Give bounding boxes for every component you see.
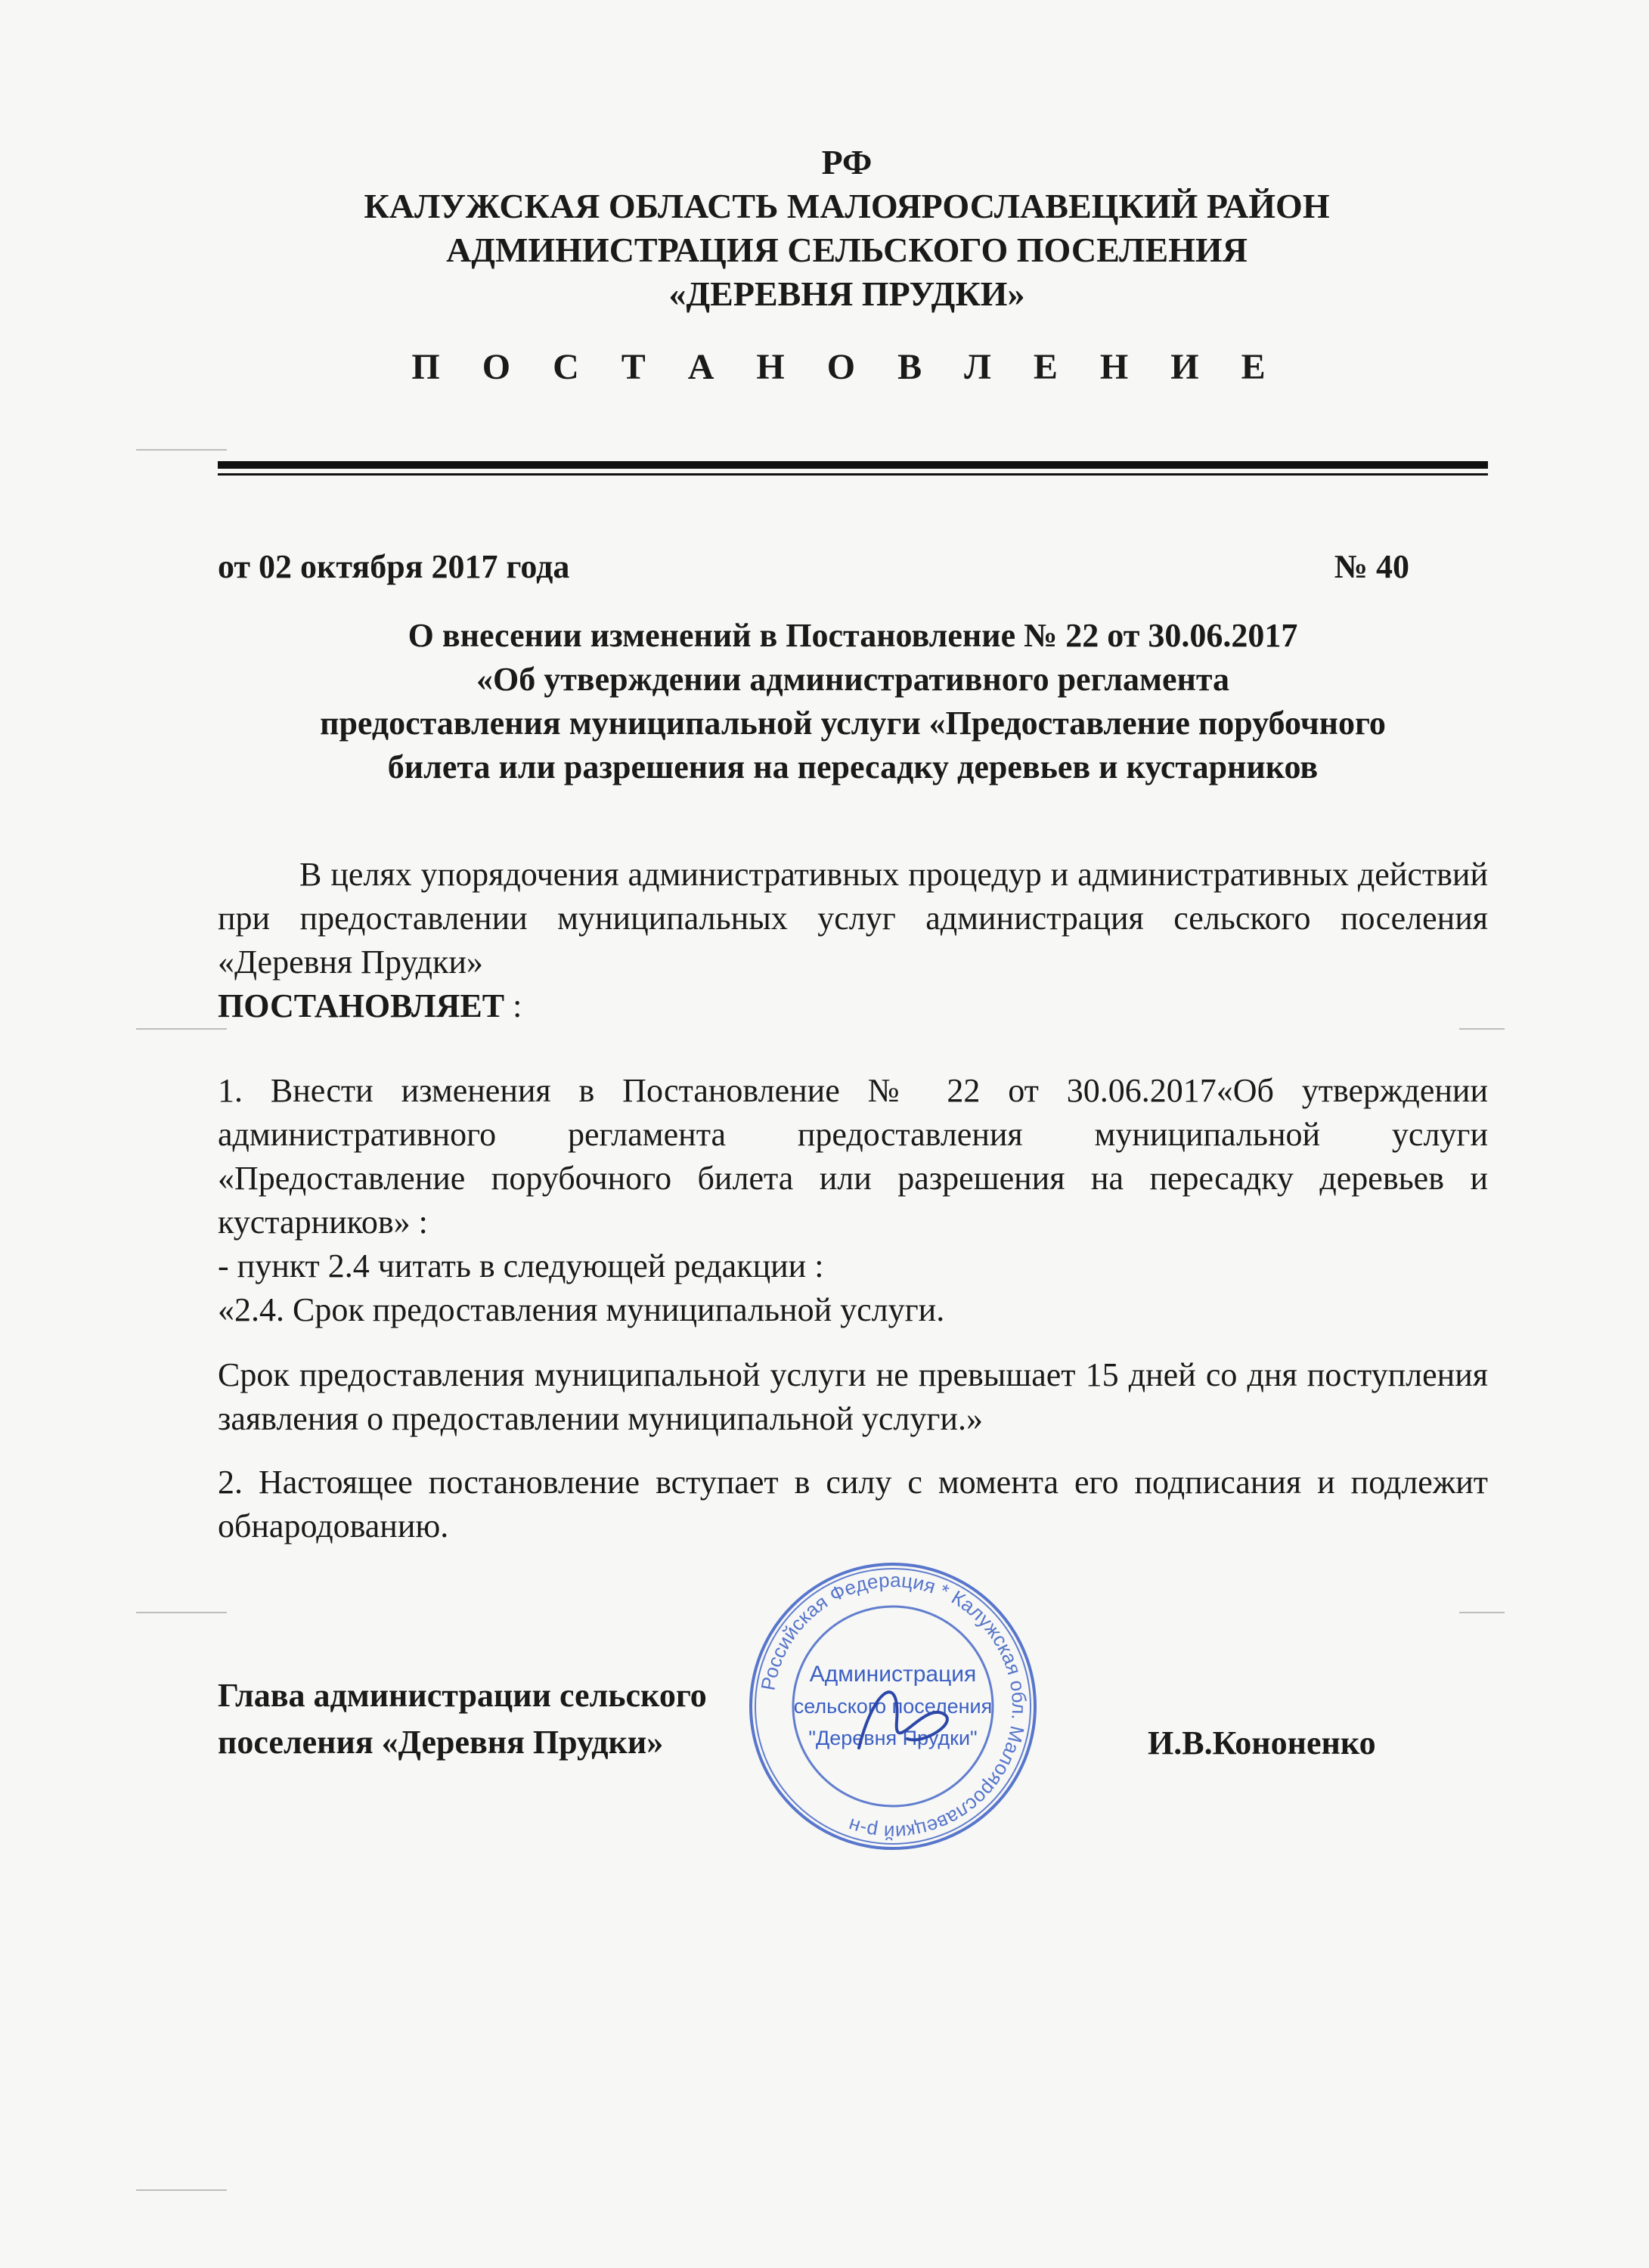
header-country: РФ [821, 143, 873, 181]
item-1-sub: - пункт 2.4 читать в следующей редакции : [218, 1247, 824, 1284]
scan-artifact [1459, 1028, 1505, 1030]
stamp-center-line-2: сельского поселения [793, 1695, 993, 1718]
document-number: № 40 [1334, 548, 1409, 585]
header-divider-thin [218, 473, 1488, 476]
official-seal-stamp [745, 1559, 1040, 1854]
signatory-title [218, 1672, 707, 1766]
item-2-text: 2. Настоящее постановление вступает в силу с момента его подписания и подлежит обнародованию. [218, 1464, 1488, 1545]
header-divider-thick [218, 461, 1488, 469]
preamble-text: В целях упорядочения административных процедур и административных действий при предоставлении муниципальных услуг администрация сельского поселения «Деревня Прудки» [218, 856, 1488, 981]
header-settlement: «ДЕРЕВНЯ ПРУДКИ» [668, 274, 1025, 313]
document-type-title: П О С Т А Н О В Л Е Н И Е [411, 347, 1282, 387]
signatory-title-line-2: поселения «Деревня Прудки» [218, 1724, 664, 1761]
document-date: от 02 октября 2017 года [218, 548, 570, 585]
scan-artifact [136, 449, 227, 451]
scan-artifact [136, 2189, 227, 2191]
clause-text: Срок предоставления муниципальной услуги не превышает 15 дней со дня поступления заявления о предоставлении муниципальной услуги.» [218, 1356, 1488, 1437]
stamp-center-line-1: Администрация [809, 1662, 977, 1687]
document-header [181, 141, 1512, 316]
subject-line-2: «Об утверждении административного регламента [476, 661, 1230, 698]
item-2-block [218, 1461, 1488, 1548]
item-1-text: 1. Внести изменения в Постановление № 22 от 30.06.2017«Об утверждении административного регламента предоставления муниципальной услуги «Предоставление порубочного билета или разрешения на пересадку деревьев и кустарников» : [218, 1072, 1488, 1241]
signatory-title-line-1: Глава администрации сельского [218, 1677, 707, 1714]
resolves-line [218, 984, 1488, 1028]
signatory-name: И.В.Кононенко [1148, 1724, 1376, 1761]
subject-line-3: предоставления муниципальной услуги «Предоставление порубочного [320, 705, 1386, 742]
header-administration: АДМИНИСТРАЦИЯ СЕЛЬСКОГО ПОСЕЛЕНИЯ [446, 231, 1248, 269]
subject-line-4: билета или разрешения на пересадку деревьев и кустарников [387, 748, 1319, 785]
scan-artifact [1459, 1612, 1505, 1613]
preamble [218, 853, 1488, 1028]
stamp-ring-text: Российская Федерация * Калужская обл. Малоярославецкий р-н [756, 1568, 1031, 1845]
subject-line-1: О внесении изменений в Постановление № 22 от 30.06.2017 [408, 617, 1298, 654]
resolves-colon: : [504, 987, 522, 1024]
scan-artifact [136, 1028, 227, 1030]
dateline [218, 547, 1409, 586]
scan-artifact [136, 1612, 227, 1613]
item-1 [218, 1069, 1488, 1332]
item-1-clause: «2.4. Срок предоставления муниципальной услуги. [218, 1291, 945, 1328]
header-region: КАЛУЖСКАЯ ОБЛАСТЬ МАЛОЯРОСЛАВЕЦКИЙ РАЙОН [364, 187, 1330, 225]
resolves-word: ПОСТАНОВЛЯЕТ [218, 987, 505, 1024]
document-subject [218, 614, 1488, 789]
clause-text-block [218, 1353, 1488, 1441]
stamp-center-line-3: "Деревня Прудки" [808, 1727, 978, 1749]
